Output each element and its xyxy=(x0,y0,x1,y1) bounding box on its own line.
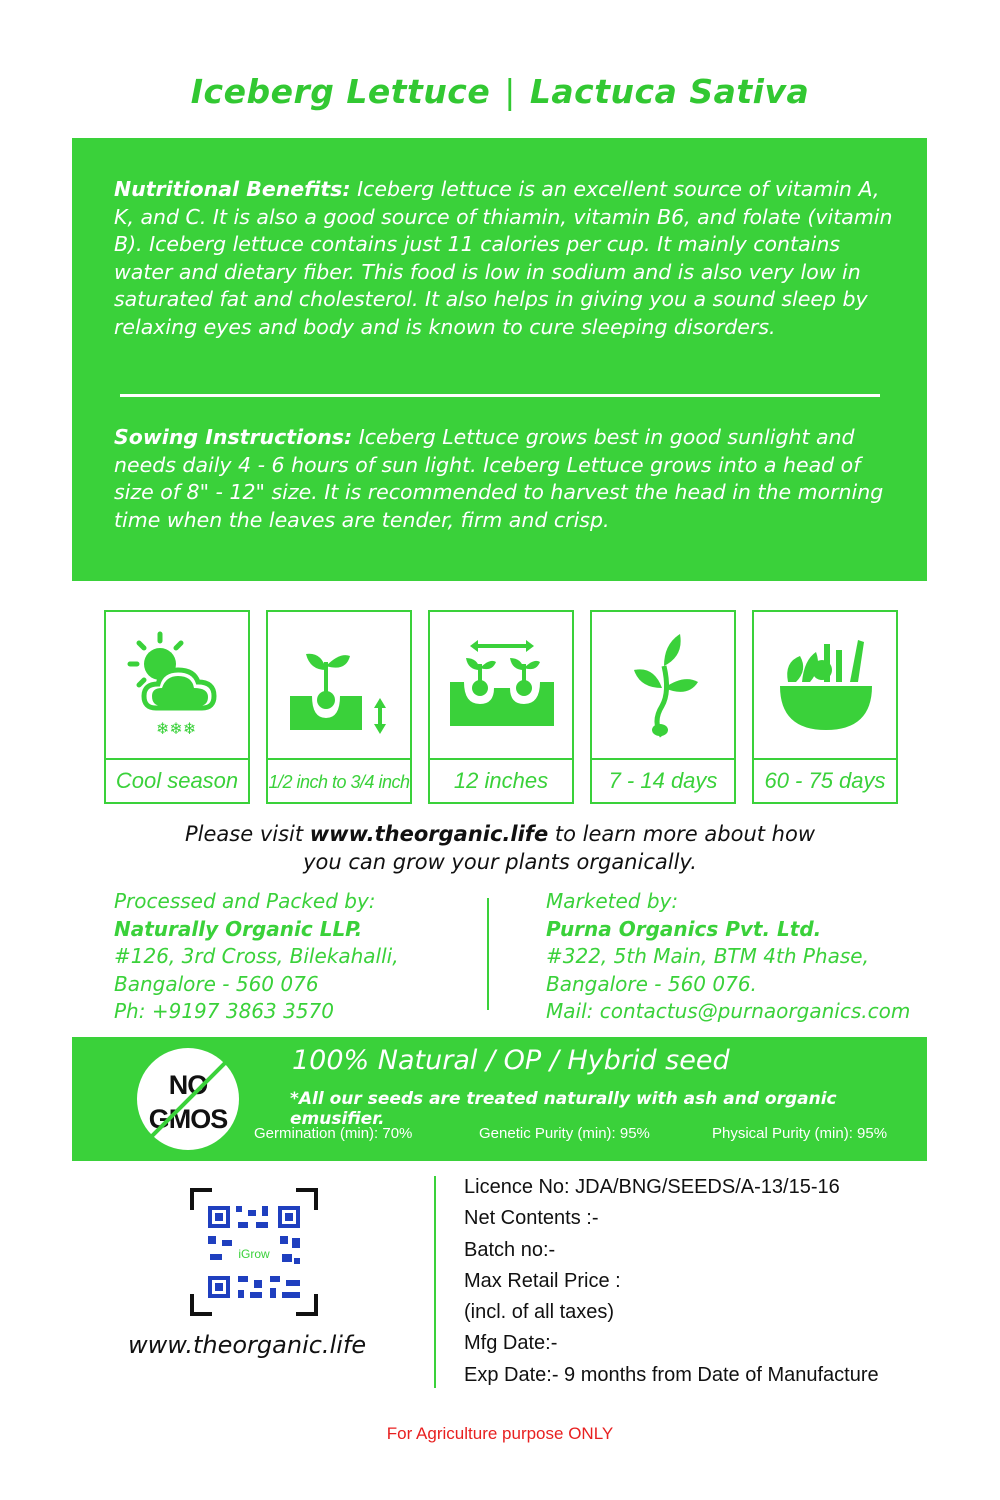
tile-season xyxy=(104,610,250,804)
tile-label: 1/2 inch to 3/4 inch xyxy=(268,772,410,792)
qr-brand: iGrow xyxy=(238,1247,270,1261)
nutritional-benefits xyxy=(114,176,894,341)
marketer-address: Marketed by: Purna Organics Pvt. Ltd. #322, 5th Main, BTM 4th Phase, Bangalore - 560 076. Mail: contactus@purnaorganics.com xyxy=(546,888,910,1026)
seed-treatment-note: *All our seeds are treated naturally with ash and organic emusifier. xyxy=(290,1089,837,1129)
harvest-basket-icon xyxy=(766,626,886,746)
sowing-heading: Sowing Instructions: xyxy=(114,425,353,449)
germination-rate: Germination (min): 70% xyxy=(254,1125,413,1142)
tile-label: Cool season xyxy=(115,768,239,793)
packer-phone: Ph: +9197 3863 3570 xyxy=(114,999,334,1023)
net-contents: Net Contents :- xyxy=(464,1207,599,1230)
product-title xyxy=(0,72,1000,111)
pack-details xyxy=(464,1172,879,1391)
title-separator: | xyxy=(504,72,516,111)
max-retail-price: Max Retail Price : xyxy=(464,1269,621,1292)
website-link[interactable]: www.theorganic.life xyxy=(309,822,549,846)
mfg-date: Mfg Date:- xyxy=(464,1332,558,1355)
sowing-text: Iceberg Lettuce grows best in good sunlight and needs daily 4 - 6 hours of sun light. Iceberg Lettuce grows into a head of size of 8" - 12" size. It is recommended to harvest the head in the morning time when the leaves are tender, firm and crisp. xyxy=(114,425,884,532)
plant-spacing-icon xyxy=(442,626,562,746)
svg-text:❄❄❄: ❄❄❄ xyxy=(156,719,197,738)
tax-note: (incl. of all taxes) xyxy=(464,1301,615,1324)
batch-number: Batch no:- xyxy=(464,1238,556,1261)
visit-note: Please visit www.theorganic.life to learn more about how you can grow your plants organically. xyxy=(185,822,815,874)
botanical-name: Lactuca Sativa xyxy=(529,72,810,111)
details-divider xyxy=(434,1176,436,1388)
qr-code[interactable] xyxy=(190,1188,318,1316)
tile-depth xyxy=(266,610,412,804)
qr-website[interactable]: www.theorganic.life xyxy=(128,1331,367,1359)
tile-label: 60 - 75 days xyxy=(764,768,886,793)
marketer-company: Purna Organics Pvt. Ltd. xyxy=(546,916,822,941)
common-name: Iceberg Lettuce xyxy=(190,72,491,111)
tile-germination xyxy=(590,610,736,804)
seed-type: 100% Natural / OP / Hybrid seed xyxy=(292,1045,730,1076)
tile-label: 7 - 14 days xyxy=(608,768,718,793)
packer-address: Processed and Packed by: Naturally Organic LLP. #126, 3rd Cross, Bilekahalli, Bangalore - 560 076 Ph: +9197 3863 3570 xyxy=(114,888,399,1026)
marketer-mail: Mail: contactus@purnaorganics.com xyxy=(546,999,911,1023)
divider xyxy=(120,394,880,397)
tile-spacing xyxy=(428,610,574,804)
sun-cloud-snow-icon xyxy=(118,626,238,746)
packer-company: Naturally Organic LLP. xyxy=(114,916,363,941)
no-gmo-badge: NO GMOS xyxy=(137,1048,239,1150)
genetic-purity: Genetic Purity (min): 95% xyxy=(479,1125,650,1142)
physical-purity: Physical Purity (min): 95% xyxy=(712,1125,888,1142)
sowing-depth-icon xyxy=(280,626,400,746)
tile-harvest xyxy=(752,610,898,804)
address-divider xyxy=(487,898,489,1010)
licence-number: Licence No: JDA/BNG/SEEDS/A-13/15-16 xyxy=(464,1176,840,1198)
packer-heading: Processed and Packed by: xyxy=(114,889,376,913)
exp-date: Exp Date:- 9 months from Date of Manufacture xyxy=(464,1363,879,1386)
info-box xyxy=(72,138,927,581)
nutrition-heading: Nutritional Benefits: xyxy=(114,177,351,201)
marketer-heading: Marketed by: xyxy=(546,889,679,913)
tile-label: 12 inches xyxy=(453,768,549,793)
sprout-icon xyxy=(604,626,724,746)
sowing-instructions xyxy=(114,424,894,534)
seed-quality-band xyxy=(72,1037,927,1161)
usage-footer: For Agriculture purpose ONLY xyxy=(386,1424,614,1443)
nutrition-text: Iceberg lettuce is an excellent source of vitamin A, K, and C. It is also a good source of thiamin, vitamin B6, and folate (vitamin B). Iceberg lettuce contains just 11 calories per cup. It mainly contains water and dietary fiber. This food is low in sodium and is also very low in saturated fat and cholesterol. It also helps in giving you a sound sleep by relaxing eyes and body and is known to cure sleeping disorders. xyxy=(114,177,893,339)
